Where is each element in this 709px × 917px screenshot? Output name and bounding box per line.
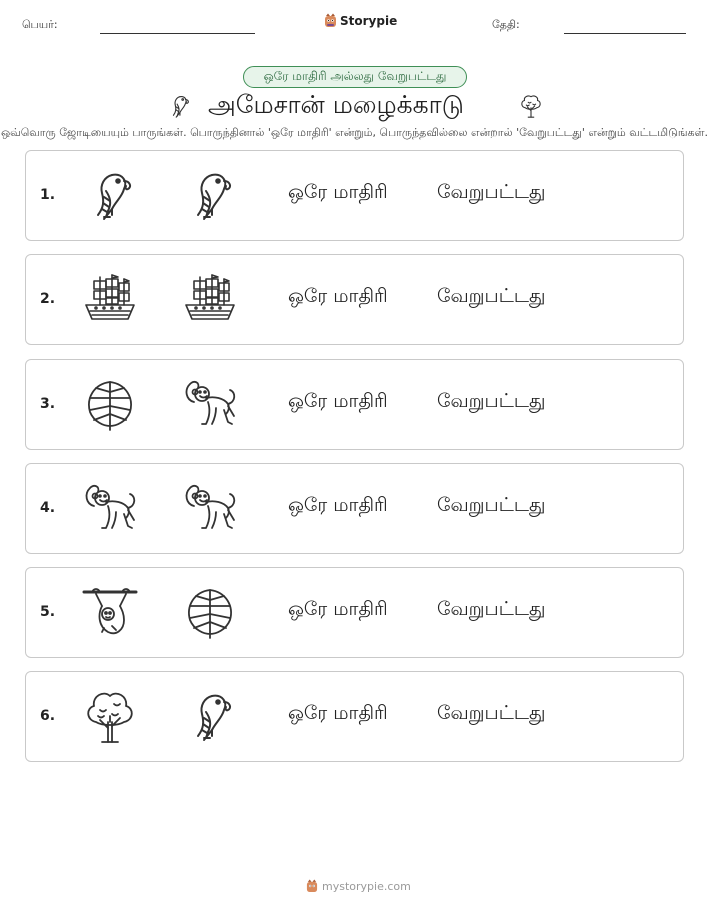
- parrot-icon: [82, 167, 138, 223]
- exercise-row: [25, 463, 684, 554]
- storypie-mascot-icon: [306, 879, 318, 893]
- date-label: தேதி:: [492, 18, 520, 31]
- footer-url[interactable]: mystorypie.com: [322, 879, 411, 893]
- option-different[interactable]: வேறுபட்டது: [437, 285, 546, 307]
- option-different[interactable]: வேறுபட்டது: [437, 494, 546, 516]
- option-different[interactable]: வேறுபட்டது: [437, 390, 546, 412]
- parrot-icon: [166, 90, 192, 122]
- monkey-icon: [182, 376, 238, 432]
- row-number: 5.: [40, 604, 56, 620]
- option-same[interactable]: ஒரே மாதிரி: [288, 598, 388, 620]
- parrot-icon: [182, 688, 238, 744]
- exercise-row: [25, 671, 684, 762]
- option-different[interactable]: வேறுபட்டது: [437, 702, 546, 724]
- option-same[interactable]: ஒரே மாதிரி: [288, 181, 388, 203]
- row-number: 4.: [40, 500, 56, 516]
- exercise-row: [25, 567, 684, 658]
- worksheet-type-badge: ஒரே மாதிரி அல்லது வேறுபட்டது: [243, 66, 467, 88]
- sloth-icon: [82, 584, 138, 640]
- monstera-leaf-icon: [182, 584, 238, 640]
- monkey-icon: [82, 480, 138, 536]
- monkey-icon: [182, 480, 238, 536]
- title-row: [0, 88, 709, 126]
- brand-logo: [324, 13, 397, 28]
- exercise-row: [25, 150, 684, 241]
- footer: [306, 879, 411, 893]
- tree-icon: [82, 688, 138, 744]
- row-number: 2.: [40, 291, 56, 307]
- option-same[interactable]: ஒரே மாதிரி: [288, 285, 388, 307]
- name-line[interactable]: [100, 33, 255, 34]
- option-same[interactable]: ஒரே மாதிரி: [288, 494, 388, 516]
- ship-icon: [182, 271, 238, 327]
- row-number: 3.: [40, 396, 56, 412]
- row-number: 6.: [40, 708, 56, 724]
- row-number: 1.: [40, 187, 56, 203]
- option-same[interactable]: ஒரே மாதிரி: [288, 702, 388, 724]
- ship-icon: [82, 271, 138, 327]
- exercise-row: [25, 254, 684, 345]
- tree-icon: [518, 90, 544, 122]
- option-different[interactable]: வேறுபட்டது: [437, 598, 546, 620]
- page-title: அமேசான் மழைக்காடு: [208, 90, 464, 119]
- date-line[interactable]: [564, 33, 686, 34]
- brand-name: Storypie: [340, 13, 398, 28]
- storypie-mascot-icon: [324, 13, 337, 28]
- instructions-text: ஒவ்வொரு ஜோடியையும் பாருங்கள். பொருந்தினால் 'ஒரே மாதிரி' என்றும், பொருந்தவில்லை என்றால் 'வேறுபட்டது' என்றும் வட்டமிடுங்கள்.: [0, 126, 709, 139]
- name-label: பெயர்:: [22, 18, 58, 31]
- monstera-leaf-icon: [82, 376, 138, 432]
- instructions: [0, 126, 709, 144]
- option-different[interactable]: வேறுபட்டது: [437, 181, 546, 203]
- parrot-icon: [182, 167, 238, 223]
- exercise-row: [25, 359, 684, 450]
- option-same[interactable]: ஒரே மாதிரி: [288, 390, 388, 412]
